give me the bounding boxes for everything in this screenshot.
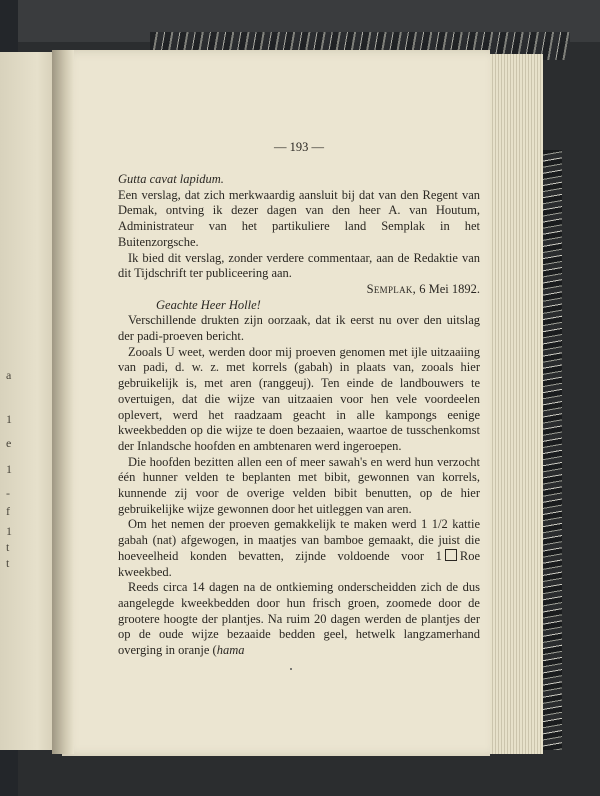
paragraph-5-text: Reeds circa 14 dagen na de ontkieming onderscheidden zich de dus aangelegde kweekbedden door hun frisch groen, zoomede door de grootere hoogte der plantjes. Na ruim 20 dagen werden de plantjes der op de oude wijze bezaaide bedden geel, hetwelk langzamerhand overging in oranje ( xyxy=(118,580,480,658)
book-gutter xyxy=(52,50,74,754)
signature-place: Semplak, xyxy=(366,281,417,296)
salutation: Geachte Heer Holle! xyxy=(156,297,261,312)
signature-date: 6 Mei 1892. xyxy=(419,281,480,296)
intro-paragraph-1: Een verslag, dat zich merkwaardig aansluit bij dat van den Regent van Demak, ontving ik dezer dagen van den heer A. van Houtum, Administrateur van het partikuliere land Semplak in het Buitenzorgsche. xyxy=(118,187,480,249)
body-text xyxy=(118,172,480,659)
paragraph-4-text: Om het nemen der proeven gemakkelijk te maken werd 1 1/2 kattie gabah (nat) afgewogen, in maatjes van bamboe gemaakt, die juist die hoeveelheid konden bevatten, zijnde voldoende voor 1 xyxy=(118,517,480,563)
marbled-cover-right xyxy=(540,150,562,750)
signature-line xyxy=(118,282,480,298)
paragraph-3: Die hoofden bezitten allen een of meer sawah's en werd hun verzocht één hunner velden te beplanten met bibit, gewonnen van korrels, kunnende zij voor de overige velden bibit benutten, op de hier gebruikelijke wijze gewonnen door het uitleggen van aren. xyxy=(118,454,480,516)
left-page-text-fragments: a 1 e 1 - f 1 t t xyxy=(6,368,12,570)
paragraph-5-italic: hama xyxy=(216,643,245,658)
square-symbol-icon xyxy=(445,549,457,561)
intro-paragraph-2: Ik bied dit verslag, zonder verdere commentaar, aan de Redaktie van dit Tijdschrift ter publiceering aan. xyxy=(118,250,480,281)
page-stack-edges xyxy=(486,54,543,754)
paragraph-2: Zooals U weet, werden door mij proeven genomen met ijle uitzaaiing van padi, d. w. z. met korrels (gabah) in plaats van, zooals hier gebruikelijk is, met aren (ranggeuj). Ten einde de landbouwers te overtuigen, dat die wijze van uitzaaien voor hen vele voordeelen oplevert, werd het raadzaam geacht in alle kampongs eenige kweekbedden op die wijze te doen bezaaien, waartoe de tusschenkomst der Inlandsche hoofden en ambtenaren werd ingeroepen. xyxy=(118,344,480,453)
paragraph-1: Verschillende drukten zijn oorzaak, dat ik eerst nu over den uitslag der padi-proeven bericht. xyxy=(118,313,480,344)
page-number: — 193 — xyxy=(274,140,324,154)
motto: Gutta cavat lapidum. xyxy=(118,172,224,186)
paragraph-4-end: Roe kweekbed. xyxy=(118,548,480,579)
paragraph-5 xyxy=(118,580,480,659)
paragraph-4 xyxy=(118,517,480,580)
ink-speck xyxy=(290,668,292,670)
